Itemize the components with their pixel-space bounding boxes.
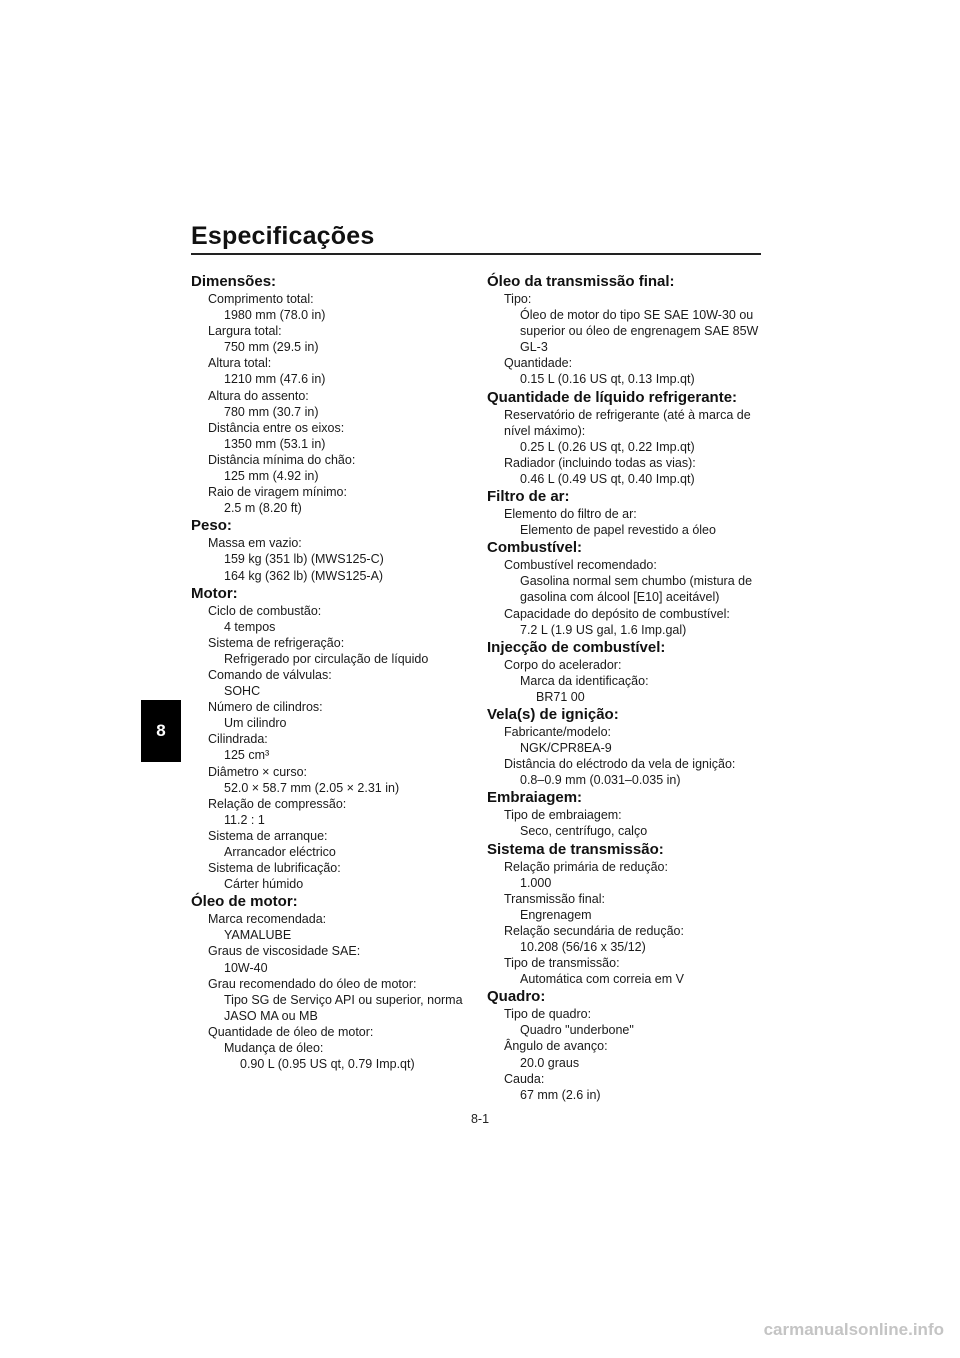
spec-label: Comando de válvulas:: [208, 667, 332, 682]
spec-value: Refrigerado por circulação de líquido: [224, 651, 429, 666]
spec-label: Sistema de lubrificação:: [208, 861, 341, 876]
spec-value: Gasolina normal sem chumbo (mistura de: [520, 574, 753, 589]
spec-value: Tipo SG de Serviço API ou superior, norma: [224, 992, 463, 1007]
spec-value: 1210 mm (47.6 in): [224, 372, 326, 387]
spec-label: Cauda:: [504, 1071, 545, 1086]
spec-section: [191, 516, 471, 583]
spec-value: GL-3: [520, 340, 548, 355]
spec-value: 780 mm (30.7 in): [224, 404, 319, 419]
spec-label: Comprimento total:: [208, 292, 314, 306]
spec-label: Número de cilindros:: [208, 700, 323, 715]
spec-value: 0.8–0.9 mm (0.031–0.035 in): [520, 773, 681, 788]
spec-value: Mudança de óleo:: [224, 1041, 324, 1056]
spec-label: Grau recomendado do óleo de motor:: [208, 976, 417, 991]
left-spec-column: [191, 272, 471, 1072]
spec-value: JASO MA ou MB: [224, 1008, 318, 1023]
spec-label: Elemento do filtro de ar:: [504, 507, 637, 522]
chapter-tab: 8: [141, 700, 181, 762]
spec-value: 20.0 graus: [520, 1055, 580, 1070]
spec-section: [487, 840, 762, 988]
spec-label: Tipo de transmissão:: [504, 956, 620, 971]
spec-section: [487, 788, 762, 839]
spec-section: [487, 987, 762, 1103]
section-title: Óleo da transmissão final:: [487, 273, 675, 290]
section-title: Combustível:: [487, 539, 583, 557]
spec-label: Cilindrada:: [208, 732, 268, 747]
spec-value: 10.208 (56/16 x 35/12): [520, 940, 646, 954]
spec-value: 164 kg (362 lb) (MWS125-A): [224, 568, 384, 583]
section-title: Embraiagem:: [487, 789, 583, 807]
watermark: carmanualsonline.info: [763, 1320, 944, 1339]
spec-section: [487, 705, 762, 788]
spec-label: Radiador (incluindo todas as vias):: [504, 455, 696, 470]
page-number: 8-1: [470, 1112, 490, 1126]
spec-label: Quantidade:: [504, 356, 573, 371]
spec-value: Quadro "underbone": [520, 1023, 634, 1038]
spec-label: Relação de compressão:: [208, 796, 347, 811]
spec-value: 0.15 L (0.16 US qt, 0.13 Imp.qt): [520, 372, 695, 387]
spec-label: Combustível recomendado:: [504, 558, 657, 573]
spec-value: Cárter húmido: [224, 877, 304, 892]
right-spec-column: [487, 272, 762, 1103]
spec-subvalue: BR71 00: [536, 689, 585, 704]
section-title: Filtro de ar:: [487, 488, 570, 506]
spec-label: Reservatório de refrigerante (até à marca de: [504, 407, 751, 422]
spec-value: 52.0 × 58.7 mm (2.05 × 2.31 in): [224, 780, 400, 795]
section-title: Dimensões:: [191, 273, 277, 290]
spec-label: Sistema de refrigeração:: [208, 635, 345, 650]
spec-label: Altura do assento:: [208, 388, 309, 403]
title-divider: [191, 253, 761, 255]
spec-value: gasolina com álcool [E10] aceitável): [520, 590, 720, 605]
section-title: Peso:: [191, 517, 232, 535]
section-title: Injecção de combustível:: [487, 638, 666, 656]
spec-section: [487, 538, 762, 637]
spec-label: Fabricante/modelo:: [504, 724, 612, 739]
spec-value: Engrenagem: [520, 907, 592, 922]
spec-value: Automática com correia em V: [520, 972, 684, 987]
spec-subvalue: 0.90 L (0.95 US qt, 0.79 Imp.qt): [240, 1057, 415, 1072]
spec-section: [487, 638, 762, 705]
spec-label: Massa em vazio:: [208, 536, 302, 551]
spec-label: Raio de viragem mínimo:: [208, 485, 347, 500]
spec-label: Graus de viscosidade SAE:: [208, 944, 361, 959]
section-title: Quantidade de líquido refrigerante:: [487, 388, 738, 406]
spec-label: Quantidade de óleo de motor:: [208, 1024, 374, 1039]
spec-value: 159 kg (351 lb) (MWS125-C): [224, 552, 384, 567]
spec-section: [487, 272, 762, 388]
spec-value: YAMALUBE: [224, 928, 292, 943]
spec-value: 750 mm (29.5 in): [224, 340, 319, 355]
spec-label: Altura total:: [208, 356, 272, 371]
spec-label: Marca recomendada:: [208, 912, 327, 927]
spec-value: Marca da identificação:: [520, 673, 649, 688]
spec-value: 0.46 L (0.49 US qt, 0.40 Imp.qt): [520, 471, 695, 486]
spec-section: [191, 892, 471, 1072]
spec-value: 125 cm³: [224, 748, 270, 763]
section-title: Motor:: [191, 584, 238, 602]
spec-label: nível máximo):: [504, 423, 586, 438]
spec-value: 1980 mm (78.0 in): [224, 308, 326, 323]
section-title: Quadro:: [487, 988, 546, 1006]
spec-label: Tipo de quadro:: [504, 1007, 592, 1022]
spec-label: Transmissão final:: [504, 891, 605, 906]
section-title: Vela(s) de ignição:: [487, 705, 619, 723]
spec-label: Distância mínima do chão:: [208, 452, 356, 467]
spec-value: 1.000: [520, 875, 552, 890]
spec-value: Elemento de papel revestido a óleo: [520, 523, 716, 538]
spec-value: 2.5 m (8.20 ft): [224, 501, 302, 516]
spec-label: Relação secundária de redução:: [504, 923, 684, 938]
section-title: Sistema de transmissão:: [487, 840, 664, 858]
spec-value: 10W-40: [224, 960, 268, 975]
spec-label: Corpo do acelerador:: [504, 657, 622, 672]
spec-value: Um cilindro: [224, 716, 287, 731]
spec-label: Tipo de embraiagem:: [504, 808, 622, 823]
spec-label: Distância entre os eixos:: [208, 420, 345, 435]
spec-value: 4 tempos: [224, 619, 276, 634]
spec-label: Ciclo de combustão:: [208, 603, 322, 618]
spec-label: Diâmetro × curso:: [208, 764, 307, 779]
spec-label: Distância do eléctrodo da vela de ignição:: [504, 757, 736, 772]
spec-value: 1350 mm (53.1 in): [224, 436, 326, 451]
spec-section: [487, 487, 762, 538]
page-title: Especificações: [191, 222, 375, 250]
spec-value: NGK/CPR8EA-9: [520, 741, 612, 756]
spec-value: superior ou óleo de engrenagem SAE 85W: [520, 324, 759, 339]
spec-value: Seco, centrífugo, calço: [520, 824, 648, 839]
spec-section: [191, 272, 471, 516]
spec-label: Largura total:: [208, 324, 282, 339]
spec-label: Tipo:: [504, 292, 532, 306]
spec-value: Arrancador eléctrico: [224, 845, 336, 859]
spec-value: 11.2 : 1: [224, 812, 265, 827]
spec-label: Ângulo de avanço:: [504, 1039, 608, 1054]
spec-section: [487, 388, 762, 487]
spec-value: 125 mm (4.92 in): [224, 469, 319, 484]
spec-value: 7.2 L (1.9 US gal, 1.6 Imp.gal): [520, 622, 687, 637]
spec-value: Óleo de motor do tipo SE SAE 10W-30 ou: [520, 308, 754, 323]
spec-value: 0.25 L (0.26 US qt, 0.22 Imp.qt): [520, 439, 695, 454]
spec-label: Relação primária de redução:: [504, 859, 668, 874]
spec-value: 67 mm (2.6 in): [520, 1087, 601, 1102]
spec-value: SOHC: [224, 684, 261, 699]
spec-label: Capacidade do depósito de combustível:: [504, 606, 730, 621]
section-title: Óleo de motor:: [191, 893, 298, 911]
spec-label: Sistema de arranque:: [208, 828, 328, 843]
spec-section: [191, 584, 471, 893]
